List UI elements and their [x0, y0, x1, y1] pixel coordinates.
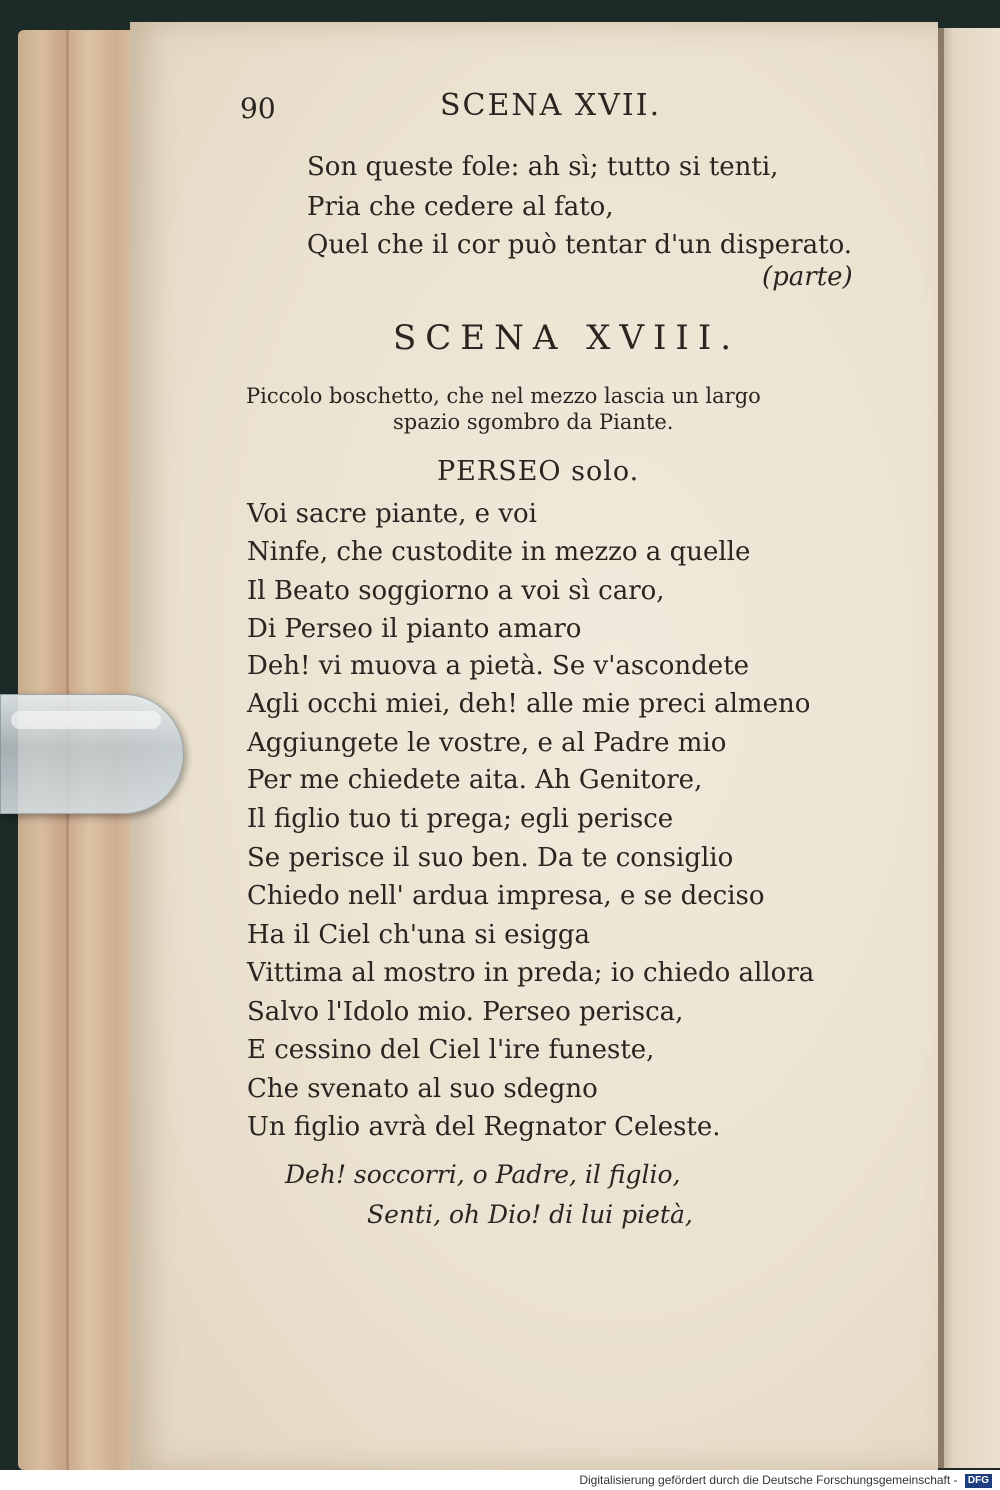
aria-line: Senti, oh Dio! di lui pietà, [367, 1200, 693, 1229]
verse-line: E cessino del Ciel l'ire funeste, [247, 1035, 655, 1065]
verse-line: Voi sacre piante, e voi [247, 499, 537, 529]
stage-direction: (parte) [762, 262, 853, 292]
facing-page-edge [938, 28, 1000, 1468]
scene-title: SCENA XVIII. [393, 318, 741, 358]
verse-line: Il Beato soggiorno a voi sì caro, [247, 576, 665, 606]
verse-line: Deh! vi muova a pietà. Se v'ascondete [247, 651, 750, 681]
page-clip [0, 694, 184, 814]
verse-line: Salvo l'Idolo mio. Perseo perisca, [247, 997, 684, 1027]
scene-description: Piccolo boschetto, che nel mezzo lascia un largo [246, 384, 761, 408]
verse-line: Per me chiedete aita. Ah Genitore, [247, 765, 703, 795]
verse-line: Pria che cedere al fato, [307, 192, 614, 222]
verse-line: Un figlio avrà del Regnator Celeste. [247, 1112, 721, 1142]
verse-line: Agli occhi miei, deh! alle mie preci almeno [247, 689, 811, 719]
verse-line: Son queste fole: ah sì; tutto si tenti, [307, 152, 779, 182]
verse-line: Di Perseo il pianto amaro [247, 614, 582, 644]
verse-line: Ninfe, che custodite in mezzo a quelle [247, 537, 751, 567]
verse-line: Il figlio tuo ti prega; egli perisce [247, 804, 674, 834]
credit-text: Digitalisierung gefördert durch die Deutsche Forschungsgemeinschaft - [579, 1473, 958, 1487]
aria-line: Deh! soccorri, o Padre, il figlio, [285, 1160, 681, 1189]
verse-line: Se perisce il suo ben. Da te consiglio [247, 843, 734, 873]
verse-line: Che svenato al suo sdegno [247, 1074, 598, 1104]
verse-line: Ha il Ciel ch'una si esigga [247, 920, 590, 950]
digitization-credit [0, 1470, 1000, 1490]
verse-line: Chiedo nell' ardua impresa, e se deciso [247, 881, 765, 911]
scene-description: spazio sgombro da Piante. [393, 410, 674, 434]
dfg-logo: DFG [965, 1474, 992, 1488]
running-head: SCENA XVII. [440, 88, 662, 123]
page-number: 90 [240, 92, 276, 125]
speaker-heading: PERSEO solo. [437, 456, 640, 487]
verse-line: Aggiungete le vostre, e al Padre mio [247, 728, 727, 758]
verse-line: Quel che il cor può tentar d'un disperato. [307, 230, 853, 260]
verse-line: Vittima al mostro in preda; io chiedo allora [247, 958, 815, 988]
